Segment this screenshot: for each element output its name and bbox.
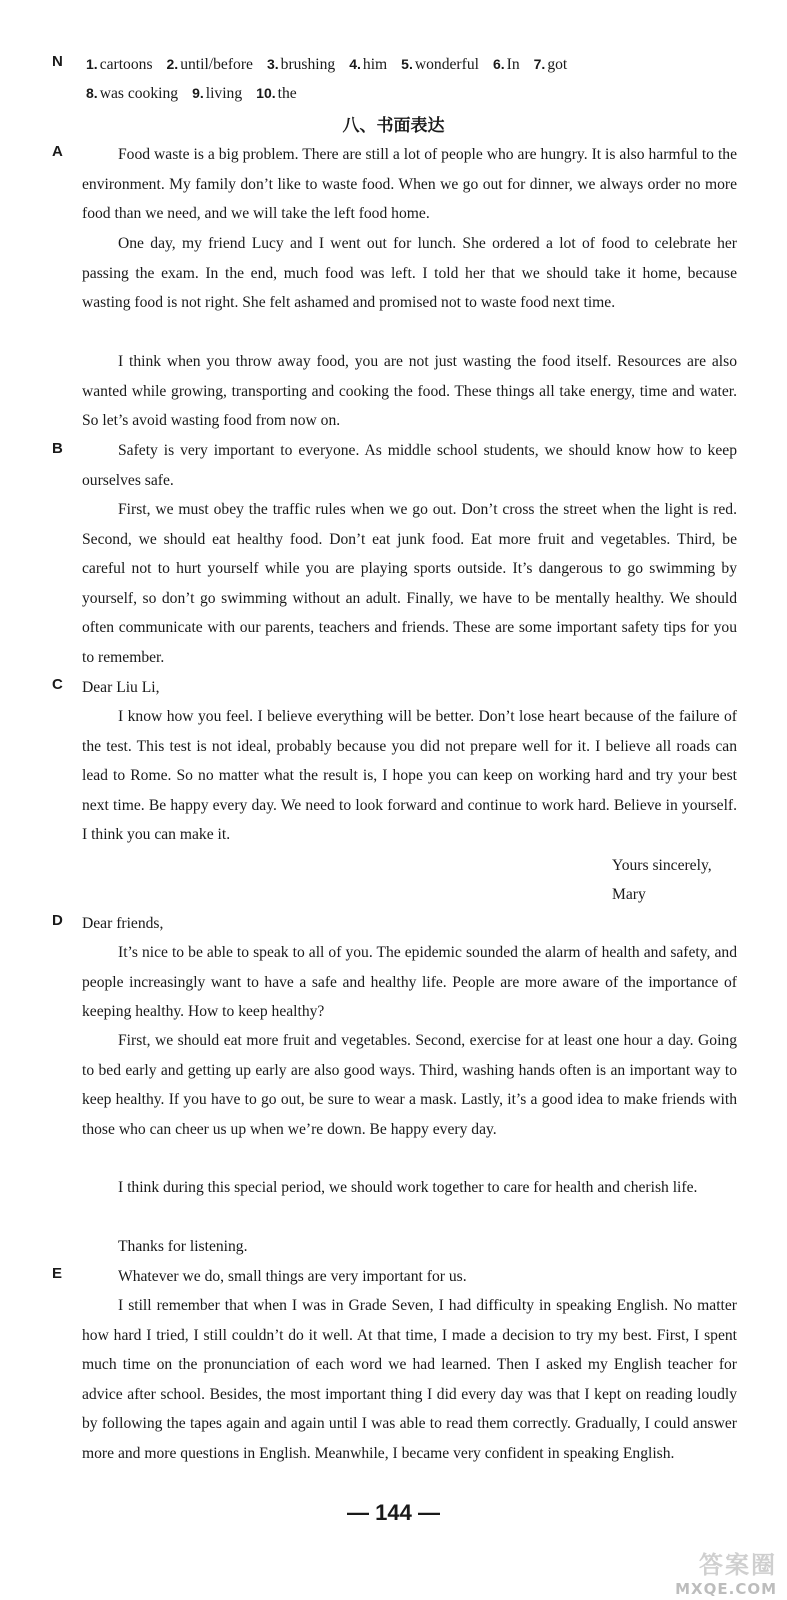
watermark-logo xyxy=(597,1545,777,1598)
essay-c-closing: Yours sincerely, xyxy=(612,857,712,874)
essay-e-paragraph-1: Whatever we do, small things are very important for us. xyxy=(118,1268,467,1285)
answer-number: 7. xyxy=(533,56,546,72)
essay-c-signature: Mary xyxy=(612,886,646,903)
answer-item xyxy=(349,50,387,79)
answer-text: him xyxy=(362,56,388,73)
answer-number: 8. xyxy=(86,85,98,101)
answer-text: cartoons xyxy=(99,56,153,73)
section-heading: 八、书面表达 xyxy=(342,116,445,136)
answer-number: 3. xyxy=(266,56,279,72)
essay-c-greeting: Dear Liu Li, xyxy=(82,679,160,696)
essay-b-paragraph-1: Safety is very important to everyone. As middle school students, we should know how to keep ourselves safe. xyxy=(82,442,737,489)
answer-item xyxy=(192,79,242,108)
answer-text: was cooking xyxy=(99,85,179,102)
essay-c-label: C xyxy=(52,676,63,693)
essay-a-paragraph-3: I think when you throw away food, you are not just wasting the food itself. Resources are also wanted while growing, transporting and cooking the food. These things all take energy, time and water. So let’s avoid wasting food from now on. xyxy=(82,353,737,429)
essay-b-paragraph-2: First, we must obey the traffic rules when we go out. Don’t cross the street when the light is red. Second, we should eat healthy food. Don’t eat junk food. Eat more fruit and vegetables. Third, be careful not to hurt yourself while you are playing sports outside. It’s dangerous to go swimming by yourself, so don’t go swimming without an adult. Finally, we have to be mentally healthy. We should often communicate with our parents, teachers and friends. These are some important safety tips for you to remember. xyxy=(82,501,737,666)
essay-d-paragraph-3: I think during this special period, we should work together to care for health and cherish life. xyxy=(118,1179,698,1196)
answer-number: 10. xyxy=(256,85,276,101)
essay-a-label: A xyxy=(52,143,63,160)
answer-list xyxy=(86,50,746,108)
essay-e-label: E xyxy=(52,1265,63,1282)
answer-number: 6. xyxy=(492,56,505,72)
answer-text: wonderful xyxy=(414,56,479,73)
answer-item xyxy=(534,50,568,79)
essay-d-paragraph-1: It’s nice to be able to speak to all of you. The epidemic sounded the alarm of health and safety, and people increasingly want to have a safe and healthy life. People are more aware of the importance of keeping healthy. How to keep healthy? xyxy=(82,944,737,1020)
answer-number: 4. xyxy=(349,56,361,72)
answer-item xyxy=(493,50,520,79)
answer-item xyxy=(401,50,479,79)
answer-number: 5. xyxy=(401,56,413,72)
answer-item xyxy=(86,50,153,79)
essay-d-label: D xyxy=(52,912,63,929)
answers-label: N xyxy=(52,53,63,70)
answer-number: 2. xyxy=(166,56,179,72)
page-number: — 144 — xyxy=(347,1500,440,1525)
answer-text: living xyxy=(205,85,243,102)
essay-e-paragraph-2: I still remember that when I was in Grade Seven, I had difficulty in speaking English. No matter how hard I tried, I still couldn’t do it well. At that time, I made a decision to try my best. First, I spent much time on the pronunciation of each word we had learned. Then I asked my English teacher for advice after school. Besides, the most important thing I did every day was that I kept on reading loudly by following the tapes again and again until I was able to read them correctly. Gradually, I could answer more and more questions in English. Meanwhile, I became very confident in speaking English. xyxy=(82,1297,737,1462)
watermark-top-text: 答案圈 xyxy=(699,1551,777,1579)
essay-c-paragraph-1: I know how you feel. I believe everything will be better. Don’t lose heart because of the failure of the test. This test is not ideal, probably because you did not prepare well for it. I believe all roads can lead to Rome. So no matter what the result is, I hope you can keep on working hard and try your best next time. Be happy every day. We need to look forward and continue to work hard. Believe in yourself. I think you can make it. xyxy=(82,708,737,843)
answer-text: brushing xyxy=(280,56,336,73)
answer-item xyxy=(86,79,178,108)
answer-number: 1. xyxy=(86,56,98,72)
essay-a-paragraph-2: One day, my friend Lucy and I went out for lunch. She ordered a lot of food to celebrate her passing the exam. In the end, much food was left. I told her that we should take it home, because wasting food is not right. She felt ashamed and promised not to waste food next time. xyxy=(82,235,737,311)
answer-item xyxy=(256,79,297,108)
answer-text: the xyxy=(277,85,297,102)
answer-text: In xyxy=(506,56,520,73)
answer-text: until/before xyxy=(180,56,253,73)
answer-item xyxy=(167,50,253,79)
essay-a-paragraph-1: Food waste is a big problem. There are still a lot of people who are hungry. It is also harmful to the environment. My family don’t like to waste food. When we go out for dinner, we always order no more food than we need, and we will take the left food home. xyxy=(82,146,737,222)
answer-text: got xyxy=(547,56,568,73)
essay-d-greeting: Dear friends, xyxy=(82,915,164,932)
answer-number: 9. xyxy=(192,85,204,101)
answer-item xyxy=(267,50,335,79)
watermark-bottom-text: MXQE.COM xyxy=(675,1580,777,1598)
essay-d-paragraph-2: First, we should eat more fruit and vegetables. Second, exercise for at least one hour a day. Going to bed early and getting up early are also good ways. Third, washing hands often is an important way to keep healthy. If you have to go out, be sure to wear a mask. Lastly, it’s a good idea to make friends with those who can cheer us up when we’re down. Be happy every day. xyxy=(82,1032,737,1138)
essay-b-label: B xyxy=(52,440,63,457)
essay-d-paragraph-4: Thanks for listening. xyxy=(118,1238,248,1255)
